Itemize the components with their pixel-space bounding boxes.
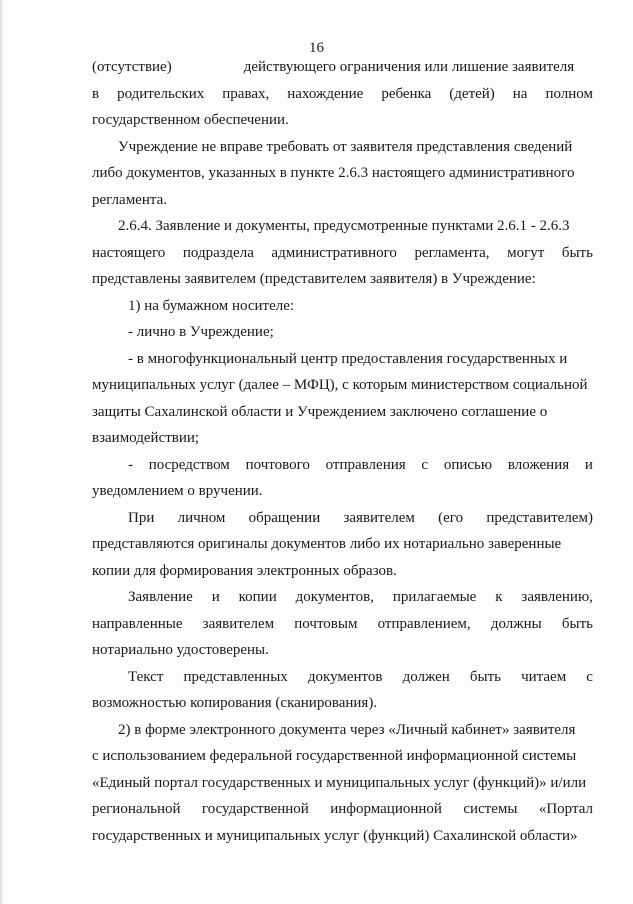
- text-line-17: уведомлением о вручении.: [92, 483, 263, 499]
- line-word: в: [92, 85, 100, 102]
- line-word: информационной: [330, 801, 442, 817]
- line-word: отправления: [325, 456, 406, 473]
- line-word: на: [512, 85, 528, 102]
- line-word: с: [421, 456, 429, 473]
- line-word: (его: [438, 509, 464, 526]
- line-word: к: [495, 589, 503, 605]
- line-word: почтовым: [294, 615, 358, 632]
- line-word: копии: [238, 589, 277, 605]
- line-word: заявителем: [343, 509, 415, 526]
- line-word: нахождение: [287, 85, 364, 102]
- text-line-24: [92, 664, 593, 691]
- text-line-30: государственных и муниципальных услуг (функций) Сахалинской области»: [92, 827, 578, 844]
- line-word: системы: [463, 801, 518, 817]
- line-word: региональной: [92, 801, 181, 817]
- line-word: настоящего: [92, 244, 166, 261]
- line-word: обращении: [248, 509, 321, 526]
- text-line-9: представлены заявителем (представителем заявителя) в Учреждение:: [92, 271, 536, 287]
- line-word: ребенка: [381, 85, 432, 102]
- line-word: полном: [545, 85, 593, 102]
- line-word: представителем): [486, 509, 593, 526]
- text-line-18: [92, 505, 593, 532]
- text-line-2: [92, 81, 593, 108]
- text-line-11: - лично в Учреждение;: [128, 324, 274, 340]
- line-word: посредством: [148, 456, 230, 473]
- line-word: читаем: [521, 668, 567, 685]
- text-line-5: либо документов, указанных в пункте 2.6.3 настоящего административного: [92, 165, 575, 181]
- line-word: При: [128, 509, 155, 526]
- line-word: почтового: [245, 456, 310, 473]
- line-word: личном: [177, 509, 226, 526]
- line-word: административного: [271, 244, 397, 261]
- line-word: Заявление: [128, 589, 193, 605]
- line-word: заявлению,: [521, 589, 593, 605]
- text-line-10: 1) на бумажном носителе:: [128, 297, 295, 314]
- line-word: и: [211, 589, 220, 605]
- text-line-27: с использованием федеральной государственной информационной системы: [92, 748, 577, 764]
- line-word: действующего ограничения или лишение заявителя: [243, 59, 575, 75]
- text-line-15: взаимодействии;: [92, 430, 200, 446]
- text-line-8: [92, 240, 593, 267]
- line-word: (детей): [449, 85, 495, 102]
- line-word: быть: [561, 615, 593, 632]
- text-line-4: Учреждение не вправе требовать от заявителя представления сведений: [118, 138, 573, 155]
- page-number: 16: [309, 40, 324, 56]
- line-word: регламента,: [414, 244, 490, 261]
- text-line-25: возможностью копирования (сканирования).: [92, 695, 378, 711]
- text-line-14: защиты Сахалинской области и Учреждением заключено соглашение о: [92, 403, 548, 420]
- line-word: должен: [402, 668, 450, 685]
- line-word: (отсутствие): [92, 59, 172, 75]
- text-line-1: [92, 54, 593, 81]
- line-word: документов,: [295, 589, 375, 605]
- line-word: должны: [490, 615, 542, 632]
- line-word: -: [128, 456, 133, 473]
- text-line-29: [92, 796, 593, 823]
- text-line-26: 2) в форме электронного документа через «Личный кабинет» заявителя: [118, 721, 576, 738]
- line-word: с: [586, 668, 593, 685]
- text-line-28: «Единый портал государственных и муниципальных услуг (функций)» и/или: [92, 774, 587, 791]
- line-word: заявителем: [202, 615, 275, 632]
- text-line-21: [92, 584, 593, 611]
- line-word: отправлением,: [377, 615, 471, 632]
- body-text: [92, 54, 593, 849]
- line-word: могут: [507, 244, 545, 261]
- text-line-12: - в многофункциональный центр предоставления государственных и: [128, 350, 568, 367]
- line-word: прилагаемые: [392, 589, 477, 605]
- line-word: вложения: [507, 456, 570, 473]
- line-word: «Портал: [538, 801, 593, 817]
- text-line-22: [92, 611, 593, 638]
- line-word: подраздела: [182, 244, 254, 261]
- scan-edge-shadow: [0, 0, 3, 904]
- line-word: государственной: [201, 801, 309, 817]
- text-line-13: муниципальных услуг (далее – МФЦ), с которым министерством социальной: [92, 377, 588, 393]
- text-line-23: нотариально удостоверены.: [92, 642, 269, 658]
- text-line-20: копии для формирования электронных образов.: [92, 562, 397, 579]
- line-word: и: [584, 456, 593, 473]
- line-word: родительских: [117, 85, 205, 102]
- line-word: представленных: [183, 668, 288, 685]
- text-line-3: государственном обеспечении.: [92, 112, 289, 128]
- text-line-7: 2.6.4. Заявление и документы, предусмотренные пунктами 2.6.1 - 2.6.3: [118, 218, 570, 234]
- line-word: направленные: [92, 615, 183, 632]
- text-line-16: [92, 452, 593, 479]
- line-word: описью: [443, 456, 493, 473]
- line-word: документов: [307, 668, 383, 685]
- text-line-19: представляются оригиналы документов либо их нотариально заверенные: [92, 536, 562, 552]
- line-word: Текст: [128, 668, 164, 685]
- line-word: правах,: [222, 85, 270, 102]
- line-word: быть: [561, 244, 593, 261]
- line-word: быть: [469, 668, 502, 685]
- text-line-6: регламента.: [92, 191, 168, 208]
